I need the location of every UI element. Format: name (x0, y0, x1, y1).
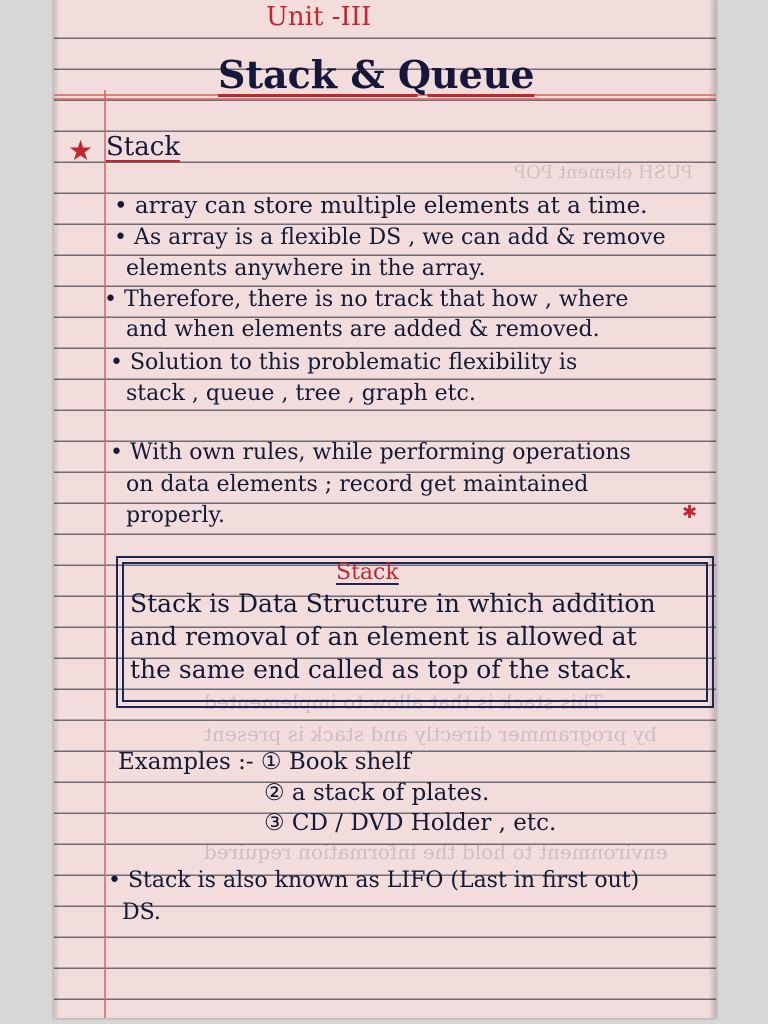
definition-line: and removal of an element is allowed at (130, 622, 637, 651)
note-line: on data elements ; record get maintained (126, 472, 589, 497)
star-icon: ★ (68, 134, 94, 167)
page-title: Stack & Queue (218, 52, 535, 97)
section-heading: Stack (106, 132, 181, 162)
note-line: elements anywhere in the array. (126, 256, 486, 281)
small-star-icon: ✱ (682, 502, 698, 523)
lifo-note: • Stack is also known as LIFO (Last in first out) (108, 868, 640, 893)
definition-line: the same end called as top of the stack. (130, 655, 633, 684)
notebook-page (54, 0, 716, 1018)
bleed-through-text: PUSH element POP (514, 162, 694, 183)
header-rule-2 (54, 98, 716, 100)
note-line: properly. (126, 503, 225, 528)
note-line: • Solution to this problematic flexibility is (110, 350, 578, 375)
examples-line: ③ CD / DVD Holder , etc. (264, 810, 557, 836)
note-line: • Therefore, there is no track that how , where (104, 287, 629, 312)
definition-title: Stack (336, 560, 399, 585)
note-line: and when elements are added & removed. (126, 317, 600, 342)
note-line: stack , queue , tree , graph etc. (126, 381, 476, 406)
page-edge-shadow-right (708, 0, 716, 1018)
note-line: • With own rules, while performing operations (110, 440, 631, 465)
examples-line: ② a stack of plates. (264, 780, 490, 806)
page-edge-shadow-left (54, 0, 60, 1018)
examples-line: Examples :- ① Book shelf (118, 749, 411, 775)
bleed-through-text: This stack is that allow to implemented (204, 690, 603, 714)
note-line: • As array is a flexible DS , we can add & remove (114, 225, 666, 250)
definition-line: Stack is Data Structure in which addition (130, 589, 656, 618)
bleed-through-text: by programmer directly and stack is present (204, 722, 657, 746)
lifo-note-continuation: DS. (122, 900, 161, 925)
bleed-through-text: environment to hold the information required (204, 840, 668, 864)
unit-label: Unit -III (266, 2, 372, 32)
margin-line (104, 90, 106, 1018)
note-line: • array can store multiple elements at a time. (114, 193, 648, 219)
